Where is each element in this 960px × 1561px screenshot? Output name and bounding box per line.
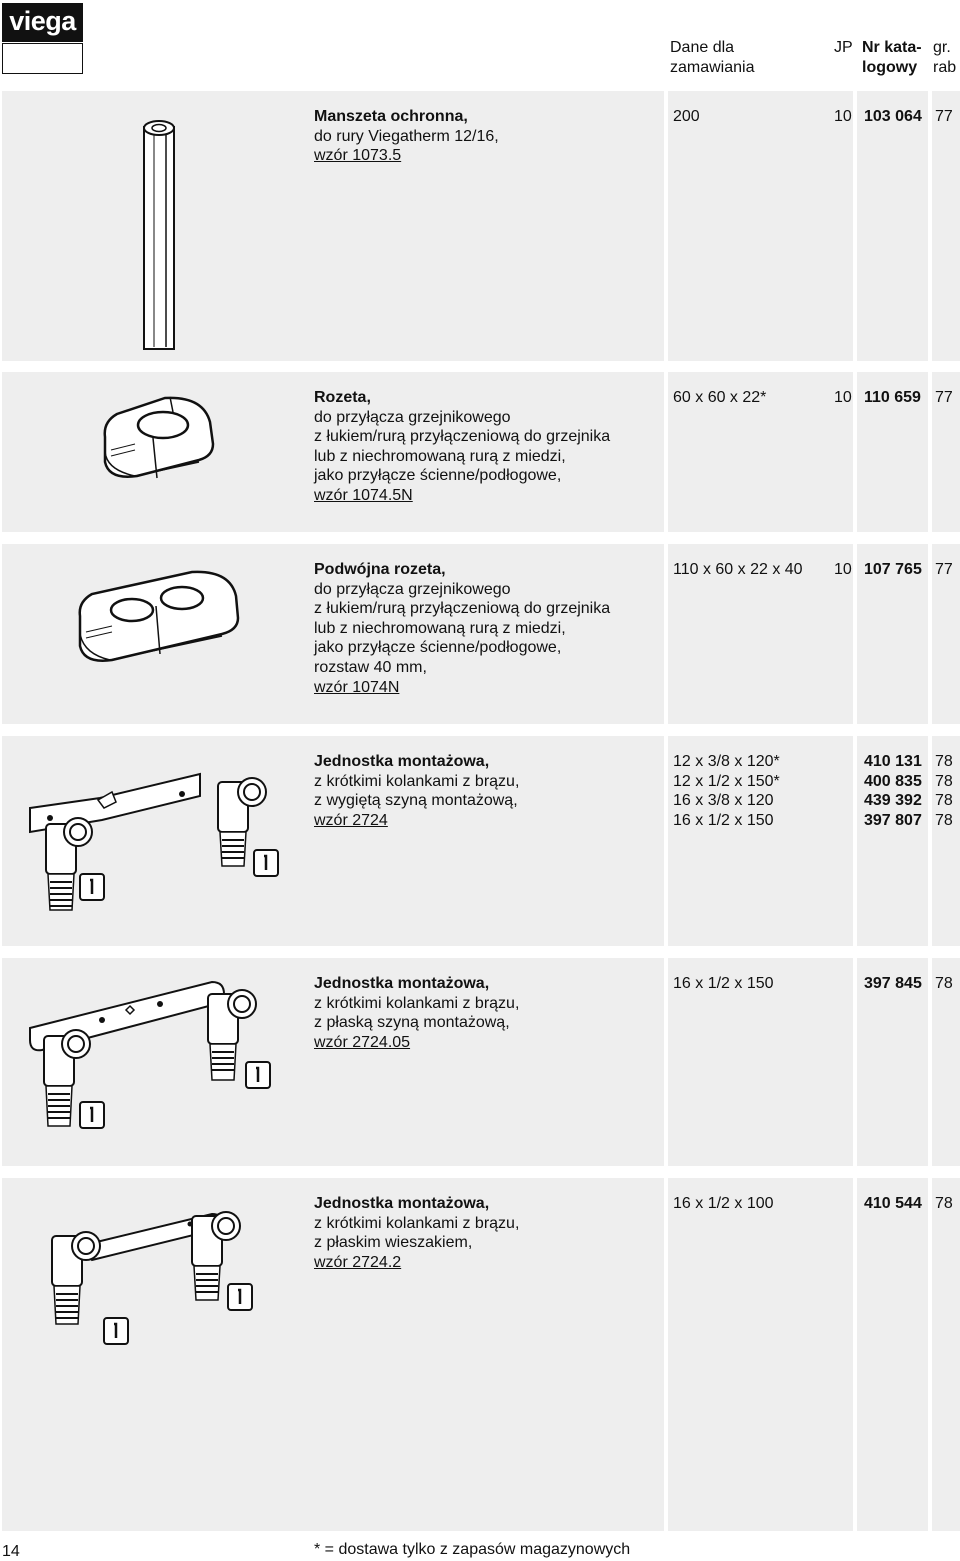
double-rosette-icon: [72, 566, 242, 671]
discount-group: 77: [935, 389, 953, 406]
product-description: Manszeta ochronna, do rury Viegatherm 12/16, wzór 1073.5: [314, 108, 499, 165]
logo-blank-box: [2, 43, 83, 74]
order-data: 16 x 1/2 x 100: [673, 1195, 774, 1212]
mounting-unit-flat-rail-icon: [22, 976, 282, 1138]
order-data: 12 x 3/8 x 120* 12 x 1/2 x 150* 16 x 3/8 x 120 16 x 1/2 x 150: [673, 753, 780, 829]
catalog-number: 397 845: [864, 975, 922, 992]
order-data: 110 x 60 x 22 x 40: [673, 561, 803, 578]
viega-logo: viega: [2, 3, 83, 42]
discount-group: 77: [935, 108, 953, 125]
catalog-number: 107 765: [864, 561, 922, 578]
mounting-unit-bent-rail-icon: [20, 760, 290, 920]
product-row: [0, 958, 960, 1166]
order-data: 16 x 1/2 x 150: [673, 975, 774, 992]
catalog-number: 410 544: [864, 1195, 922, 1212]
product-row: [0, 736, 960, 946]
protective-sleeve-icon: [130, 117, 190, 353]
product-description: Podwójna rozeta, do przyłącza grzejnikowego z łukiem/rurą przyłączeniową do grzejnika lub z niechromowaną rurą z miedzi, jako przyłącze ścienne/podłogowe, rozstaw 40 mm, wzór 1074N: [314, 561, 611, 696]
catalog-number: 110 659: [864, 389, 921, 406]
product-description: Jednostka montażowa, z krótkimi kolankami z brązu, z wygiętą szyną montażową, wzór 2724: [314, 753, 520, 829]
footnote: * = dostawa tylko z zapasów magazynowych: [314, 1541, 631, 1558]
discount-group: 78 78 78 78: [935, 753, 953, 829]
product-row: [0, 1178, 960, 1531]
packaging-unit: 10: [834, 561, 852, 578]
discount-group: 77: [935, 561, 953, 578]
catalog-number: 410 131 400 835 439 392 397 807: [864, 753, 922, 829]
header-catalog-no: Nr kata- logowy: [862, 39, 922, 76]
header-jp: JP: [834, 39, 853, 56]
discount-group: 78: [935, 975, 953, 992]
catalog-number: 103 064: [864, 108, 922, 125]
mounting-unit-flat-hanger-icon: [40, 1208, 280, 1356]
product-row: [0, 91, 960, 361]
page-number: 14: [2, 1543, 20, 1560]
order-data: 200: [673, 108, 700, 125]
product-description: Jednostka montażowa, z krótkimi kolankami z brązu, z płaskim wieszakiem, wzór 2724.2: [314, 1195, 520, 1271]
order-data: 60 x 60 x 22*: [673, 389, 767, 406]
packaging-unit: 10: [834, 389, 852, 406]
product-description: Rozeta, do przyłącza grzejnikowego z łukiem/rurą przyłączeniową do grzejnika lub z niechromowaną rurą z miedzi, jako przyłącze ścienne/podłogowe, wzór 1074.5N: [314, 389, 611, 504]
single-rosette-icon: [95, 392, 220, 487]
product-description: Jednostka montażowa, z krótkimi kolankami z brązu, z płaską szyną montażową, wzór 2724.05: [314, 975, 520, 1051]
product-row: [0, 544, 960, 724]
packaging-unit: 10: [834, 108, 852, 125]
header-order-data: Dane dla zamawiania: [670, 39, 755, 76]
header-group: gr. rab: [933, 39, 957, 76]
product-row: [0, 372, 960, 532]
discount-group: 78: [935, 1195, 953, 1212]
